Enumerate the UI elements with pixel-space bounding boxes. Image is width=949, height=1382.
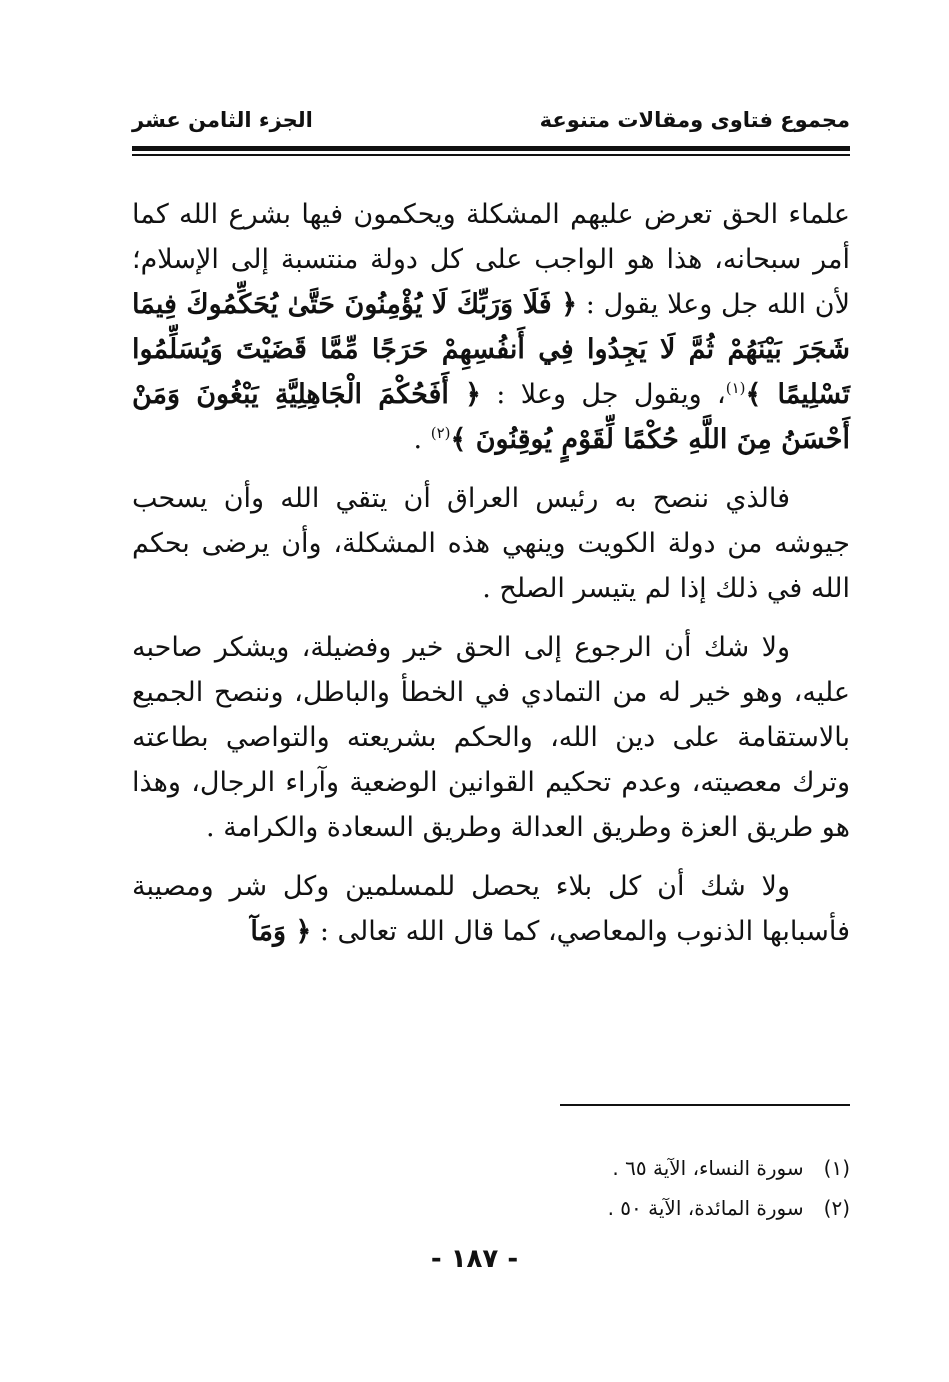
footnote-2 <box>132 1188 850 1228</box>
paragraph-1-text-c: . <box>413 424 431 455</box>
paragraph-1-text-a: علماء الحق تعرض عليهم المشكلة ويحكمون فيها بشرع الله كما أمر سبحانه، هذا هو الواجب على كل دولة منتسبة إلى الإسلام؛ لأن الله جل وعلا يقول : <box>132 199 850 320</box>
main-text <box>132 192 850 968</box>
quran-verse-nisa: ﴿ فَلَا وَرَبِّكَ لَا يُؤْمِنُونَ حَتَّىٰ يُحَكِّمُوكَ فِيمَا شَجَرَ بَيْنَهُمْ ثُمَّ لَا يَجِدُوا فِي أَنفُسِهِمْ حَرَجًا مِّمَّا قَضَيْتَ وَيُسَلِّمُوا تَسْلِيمًا ﴾ <box>132 289 850 410</box>
footnote-ref-1: (١) <box>725 379 746 397</box>
paragraph-2: فالذي ننصح به رئيس العراق أن يتقي الله وأن يسحب جيوشه من دولة الكويت وينهي هذه المشكلة، وأن يرضى بحكم الله في ذلك إذا لم يتيسر الصلح . <box>132 483 850 604</box>
paragraph-3: ولا شك أن الرجوع إلى الحق خير وفضيلة، ويشكر صاحبه عليه، وهو خير له من التمادي في الخطأ والباطل، وننصح الجميع بالاستقامة على دين الله، والحكم بشريعته والتواصي بطاعته وترك معصيته، وعدم تحكيم القوانين الوضعية وآراء الرجال، وهذا هو طريق العزة وطريق العدالة وطريق السعادة والكرامة . <box>132 632 850 843</box>
page-number: - ١٨٧ - <box>430 1244 519 1274</box>
footnote-separator <box>560 1104 850 1106</box>
paragraph-4-text: ولا شك أن كل بلاء يحصل للمسلمين وكل شر ومصيبة فأسبابها الذنوب والمعاصي، كما قال الله تعالى : <box>132 871 850 947</box>
footnotes <box>132 1148 850 1228</box>
footnote-2-text: سورة المائدة، الآية ٥٠ . <box>607 1196 804 1220</box>
running-header <box>132 108 850 140</box>
footnote-ref-2: (٢) <box>430 424 451 442</box>
footnote-2-number: (٢) <box>823 1196 850 1220</box>
quran-verse-maidah: ﴿ أَفَحُكْمَ الْجَاهِلِيَّةِ يَبْغُونَ وَمَنْ أَحْسَنُ مِنَ اللَّهِ حُكْمًا لِّقَوْمٍ يُوقِنُونَ ﴾ <box>132 379 850 455</box>
book-title: مجموع فتاوى ومقالات متنوعة <box>539 108 850 132</box>
header-rule-thin <box>132 154 850 156</box>
footnote-1-number: (١) <box>823 1156 850 1180</box>
paragraph-1-text-b: ، ويقول جل وعلا : <box>480 379 726 410</box>
footnote-1 <box>132 1148 850 1188</box>
paragraph-4 <box>132 864 850 954</box>
header-rule-thick <box>132 146 850 151</box>
paragraph-1 <box>132 192 850 462</box>
volume-label: الجزء الثامن عشر <box>132 108 313 132</box>
quran-verse-start: ﴿ وَمَآ <box>250 916 312 947</box>
footnote-1-text: سورة النساء، الآية ٦٥ . <box>612 1156 804 1180</box>
